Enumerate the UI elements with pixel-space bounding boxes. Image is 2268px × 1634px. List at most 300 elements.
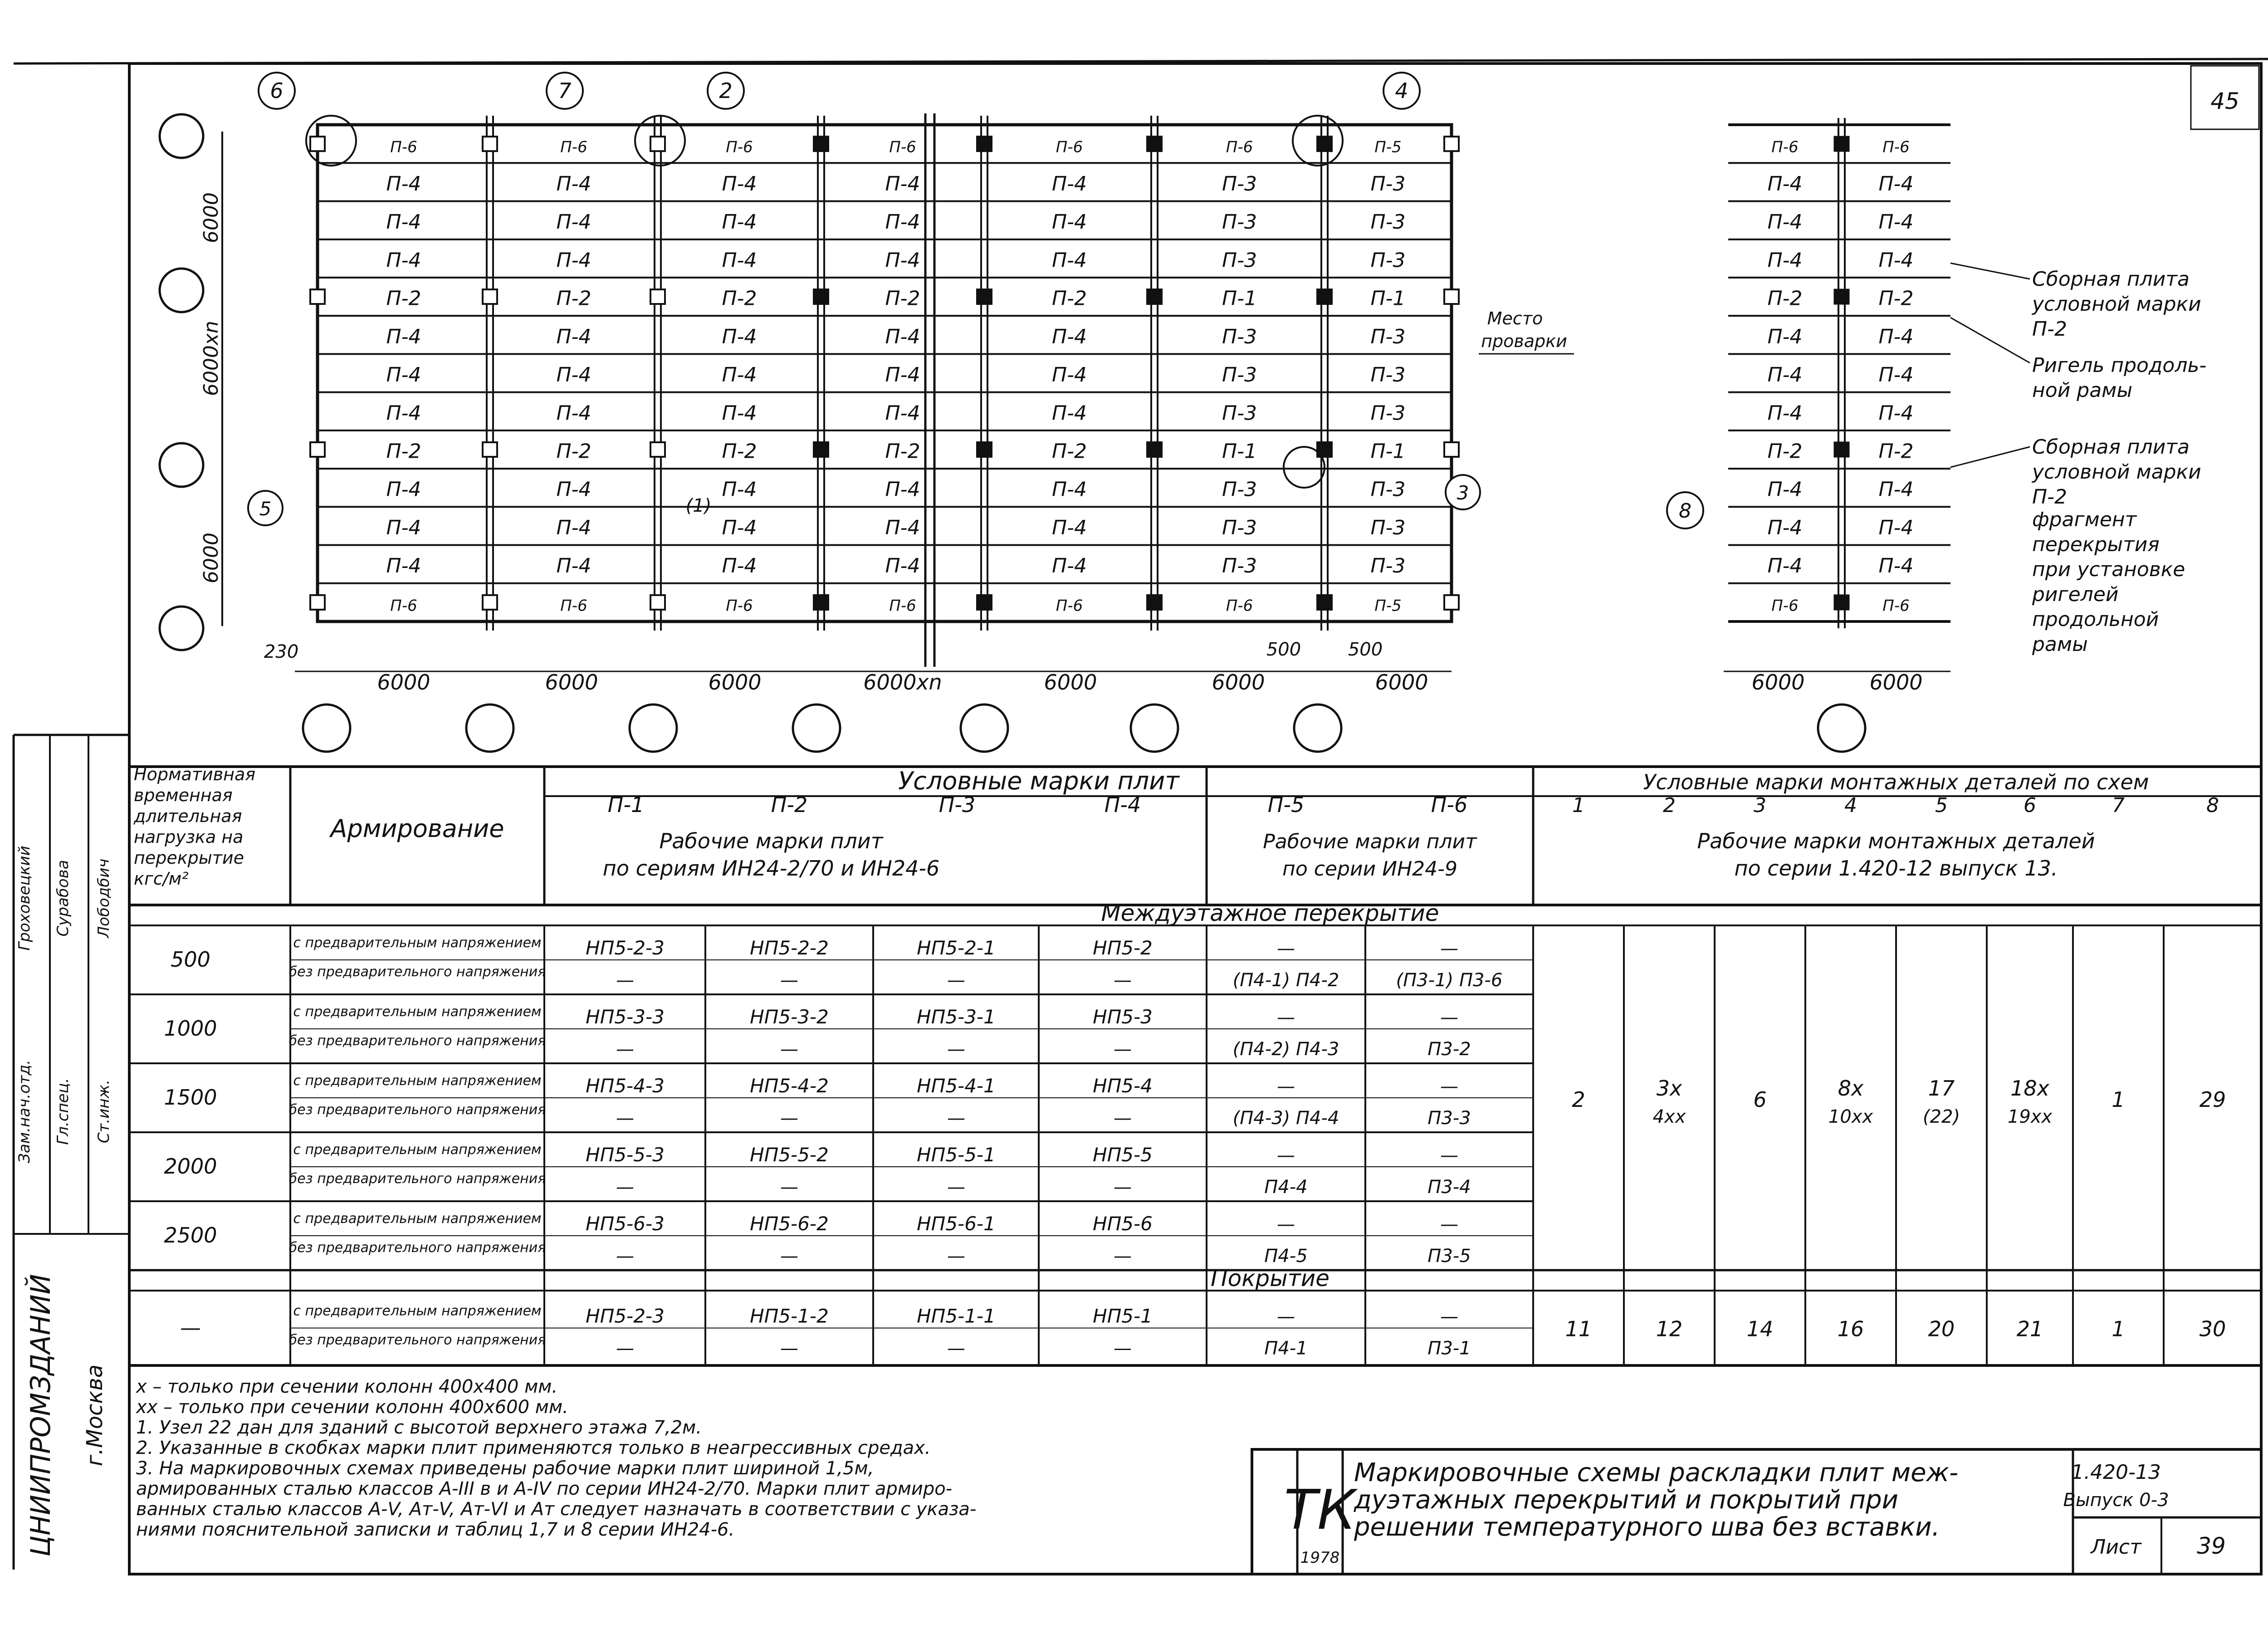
dash: — <box>947 1338 965 1359</box>
dash: — <box>1277 1076 1295 1097</box>
callout-number: 2 <box>719 78 733 103</box>
slab-mark: П-4 <box>1052 325 1087 348</box>
slab-code: П-5 <box>1267 793 1305 817</box>
slab-mark: П-4 <box>556 554 591 578</box>
dash: — <box>616 1246 634 1267</box>
working-mark: НП5-4-1 <box>917 1075 996 1097</box>
bottom-dim: 6000 <box>377 670 430 695</box>
slab-mark: П-3 <box>1222 325 1257 348</box>
note-3-cont-c: ниями пояснительной записки и таблиц 1,7 и 8 серии ИН24-6. <box>136 1519 735 1540</box>
working-mark-p6: (П3-1) П3-6 <box>1396 970 1503 991</box>
label-fragment: рамы <box>2032 633 2088 656</box>
dash: — <box>780 1338 798 1359</box>
dash: — <box>1440 1145 1458 1166</box>
slab-mark: П-6 <box>1056 138 1083 157</box>
frag-slab-mark: П-4 <box>1878 516 1914 539</box>
slab-mark: П-3 <box>1222 172 1257 196</box>
dim-500: 500 <box>1266 639 1301 660</box>
slab-mark: П-4 <box>885 249 920 272</box>
bottom-dim: 6000 <box>1212 670 1265 695</box>
detail-value: 18x <box>2010 1076 2049 1101</box>
dash: — <box>780 1108 798 1129</box>
slab-mark: П-1 <box>1222 440 1257 463</box>
working-mark: НП5-5-1 <box>917 1144 996 1166</box>
note-xx: xx – только при сечении колонн 400x600 мм. <box>136 1397 568 1418</box>
slab-mark: П-4 <box>556 172 591 196</box>
bottom-dim: 6000 <box>1044 670 1097 695</box>
dim-230: 230 <box>264 641 299 662</box>
frag-slab-mark: П-2 <box>1878 440 1914 463</box>
header-slab-marks: Условные марки плит <box>898 767 1179 795</box>
frag-slab-mark: П-4 <box>1767 210 1803 234</box>
frag-slab-mark: П-4 <box>1878 325 1914 348</box>
slab-mark: П-2 <box>556 287 591 310</box>
working-mark: НП5-6-3 <box>586 1213 665 1235</box>
slab-mark: П-3 <box>1222 210 1257 234</box>
slab-mark: П-6 <box>560 597 587 615</box>
slab-mark: П-4 <box>556 325 591 348</box>
left-dim-top: 6000 <box>200 192 223 243</box>
stamp-name: Сурабова <box>54 860 72 937</box>
slab-mark: П-3 <box>1222 401 1257 425</box>
working-mark: НП5-2-2 <box>750 937 829 959</box>
header-working-details: по серии 1.420-12 выпуск 13. <box>1734 856 2058 881</box>
slab-mark: П-4 <box>1052 554 1087 578</box>
slab-mark: П-4 <box>1052 516 1087 539</box>
label-rigel: Ригель продоль- <box>2032 354 2207 377</box>
slab-mark: П-4 <box>885 478 920 501</box>
working-mark: НП5-5-2 <box>750 1144 829 1166</box>
section-floor: Междуэтажное перекрытие <box>1101 900 1439 926</box>
dash: — <box>1277 1007 1295 1028</box>
dash: — <box>1277 1214 1295 1235</box>
series-code: 1.420-13 <box>2071 1461 2161 1484</box>
frag-slab-mark: П-4 <box>1878 172 1914 196</box>
slab-mark: П-4 <box>885 516 920 539</box>
slab-mark: П-4 <box>1052 478 1087 501</box>
dash: — <box>1114 1246 1132 1267</box>
header-load: кгс/м² <box>134 869 189 889</box>
working-mark: НП5-3-2 <box>750 1006 829 1028</box>
slab-mark: П-4 <box>722 363 757 387</box>
dash: — <box>947 1039 965 1060</box>
working-mark-p6: П3-3 <box>1427 1108 1471 1129</box>
load-value: 500 <box>171 947 210 972</box>
bottom-dim: 6000хn <box>863 670 942 695</box>
reinf-type: с предварительным напряжением <box>293 935 542 951</box>
stamp-institute: ЦНИИПРОМЗДАНИЙ <box>25 1274 57 1557</box>
note-x: x – только при сечении колонн 400x400 мм. <box>136 1376 558 1397</box>
frag-slab-mark: П-2 <box>1767 287 1803 310</box>
slab-mark: П-4 <box>556 401 591 425</box>
label-fragment: при установке <box>2032 558 2185 581</box>
header-load: Нормативная <box>134 764 256 784</box>
slab-mark: П-4 <box>1052 172 1087 196</box>
reinf-type: без предварительного напряжения <box>288 1102 546 1118</box>
dash: — <box>1114 1177 1132 1198</box>
label-fragment: фрагмент <box>2032 508 2137 531</box>
dash: — <box>616 1039 634 1060</box>
frag-slab-mark: П-4 <box>1767 401 1803 425</box>
working-mark-p6: П3-4 <box>1427 1177 1471 1198</box>
frag-slab-mark: П-4 <box>1878 401 1914 425</box>
slab-code: П-6 <box>1431 793 1468 817</box>
slab-mark: П-3 <box>1222 554 1257 578</box>
slab-mark: П-6 <box>726 138 753 157</box>
working-mark-p6: П3-5 <box>1427 1246 1471 1267</box>
slab-mark: П-4 <box>885 210 920 234</box>
marker-3: 3 <box>1457 482 1469 504</box>
slab-mark: П-4 <box>386 401 421 425</box>
slab-mark: П-3 <box>1370 249 1406 272</box>
slab-mark: П-4 <box>386 363 421 387</box>
detail-value: 8x <box>1838 1076 1864 1101</box>
working-mark: НП5-4 <box>1093 1075 1153 1097</box>
dash: — <box>616 1338 634 1359</box>
slab-mark: П-6 <box>1226 138 1253 157</box>
marker-5: 5 <box>259 498 272 520</box>
working-mark: НП5-2-3 <box>586 937 665 959</box>
reinf-type: без предварительного напряжения <box>288 1033 546 1049</box>
slab-mark: П-2 <box>386 440 421 463</box>
slab-mark: П-1 <box>1370 440 1406 463</box>
detail-code: 8 <box>2206 794 2219 817</box>
slab-mark: П-4 <box>722 478 757 501</box>
detail-code: 6 <box>2024 794 2036 817</box>
slab-mark: П-4 <box>1052 210 1087 234</box>
frag-slab-mark: П-4 <box>1767 554 1803 578</box>
frag-slab-mark: П-2 <box>1767 440 1803 463</box>
slab-mark: П-6 <box>390 597 417 615</box>
slab-mark: П-3 <box>1222 363 1257 387</box>
dash: — <box>947 1177 965 1198</box>
slab-mark: П-4 <box>556 249 591 272</box>
header-details: Условные марки монтажных деталей по схем <box>1643 770 2149 794</box>
working-mark: НП5-4-2 <box>750 1075 829 1097</box>
reinf-type: с предварительным напряжением <box>293 1303 542 1319</box>
callout-number: 7 <box>558 78 572 103</box>
frag-dim: 6000 <box>1751 670 1805 695</box>
note-1: 1. Узел 22 дан для зданий с высотой верхнего этажа 7,2м. <box>136 1417 702 1438</box>
detail-code: 5 <box>1935 794 1948 817</box>
slab-mark: П-4 <box>556 516 591 539</box>
detail-value: (22) <box>1922 1106 1960 1127</box>
slab-mark: П-3 <box>1370 554 1406 578</box>
slab-mark: П-4 <box>722 325 757 348</box>
frag-slab-mark: П-2 <box>1878 287 1914 310</box>
dash: — <box>616 970 634 991</box>
sheet-label: Лист <box>2091 1536 2141 1559</box>
slab-mark: П-2 <box>722 440 757 463</box>
working-mark: НП5-3 <box>1093 1006 1153 1028</box>
load-value: 1500 <box>164 1085 217 1110</box>
slab-mark: П-2 <box>885 287 920 310</box>
stamp-role: Зам.нач.отд. <box>15 1060 34 1163</box>
reinf-type: с предварительным напряжением <box>293 1073 542 1089</box>
note-2: 2. Указанные в скобках марки плит применяются только в неагрессивных средах. <box>136 1438 931 1458</box>
slab-code: П-2 <box>771 793 808 817</box>
logo-year: 1978 <box>1300 1549 1340 1567</box>
slab-mark: П-1 <box>1370 287 1406 310</box>
header-load: временная <box>134 785 233 805</box>
slab-mark: П-6 <box>560 138 587 157</box>
stamp-name: Гроховецкий <box>15 846 34 951</box>
callout-number: 4 <box>1395 78 1408 103</box>
detail-value: 11 <box>1565 1316 1592 1341</box>
dash: — <box>1114 1338 1132 1359</box>
load-value: 2000 <box>164 1154 217 1179</box>
slab-mark: П-3 <box>1370 210 1406 234</box>
slab-mark: П-4 <box>722 516 757 539</box>
detail-value: 19xx <box>2007 1106 2053 1127</box>
header-load: длительная <box>134 806 242 826</box>
detail-value: 30 <box>2199 1316 2226 1341</box>
dash: — <box>616 1108 634 1129</box>
label-prefab-slab: условной марки <box>2032 460 2201 484</box>
dash: — <box>1277 938 1295 959</box>
detail-value: 29 <box>2199 1087 2226 1112</box>
reinf-type: без предварительного напряжения <box>288 1332 546 1348</box>
dash: — <box>1440 1007 1458 1028</box>
slab-mark: П-4 <box>386 325 421 348</box>
slab-mark: П-4 <box>885 172 920 196</box>
frag-slab-mark: П-4 <box>1878 210 1914 234</box>
frag-slab-mark: П-4 <box>1767 363 1803 387</box>
slab-mark: П-4 <box>722 172 757 196</box>
working-mark: НП5-2 <box>1093 937 1153 959</box>
bottom-dim: 6000 <box>1375 670 1428 695</box>
dash: — <box>947 1246 965 1267</box>
dash: — <box>1114 1039 1132 1060</box>
label-prefab-slab: П-2 <box>2032 318 2067 341</box>
working-mark: НП5-1-1 <box>917 1305 996 1327</box>
slab-mark: П-4 <box>386 478 421 501</box>
note-3-cont-a: армированных сталью классов А-III в и А-IV по серии ИН24-2/70. Марки плит армиро- <box>136 1478 953 1499</box>
dash: — <box>947 1108 965 1129</box>
working-mark-p5: (П4-1) П4-2 <box>1232 970 1339 991</box>
reinf-type: без предварительного напряжения <box>288 964 546 980</box>
header-working-b: Рабочие марки плит <box>1263 830 1477 853</box>
detail-code: 2 <box>1663 794 1676 817</box>
frag-slab-mark: П-6 <box>1882 597 1910 615</box>
stamp-role: Гл.спец. <box>54 1078 72 1145</box>
working-mark: НП5-1 <box>1093 1305 1153 1327</box>
reinf-type: без предварительного напряжения <box>288 1171 546 1187</box>
left-dim-mid: 6000хn <box>200 321 223 396</box>
slab-mark: П-3 <box>1222 516 1257 539</box>
slab-mark: П-4 <box>885 401 920 425</box>
slab-mark: П-4 <box>885 554 920 578</box>
frag-slab-mark: П-4 <box>1767 325 1803 348</box>
slab-mark: П-4 <box>722 554 757 578</box>
marker-8: 8 <box>1679 499 1691 523</box>
frag-slab-mark: П-4 <box>1878 249 1914 272</box>
slab-mark: П-6 <box>1056 597 1083 615</box>
slab-code: П-3 <box>938 793 976 817</box>
slab-mark: П-4 <box>1052 401 1087 425</box>
note-3: 3. На маркировочных схемах приведены рабочие марки плит шириной 1,5м, <box>136 1458 874 1479</box>
slab-mark: П-6 <box>889 597 916 615</box>
detail-value: 14 <box>1746 1316 1774 1341</box>
working-mark-p6: П3-2 <box>1427 1039 1471 1060</box>
slab-mark: П-6 <box>726 597 753 615</box>
label-prefab-slab: условной марки <box>2032 293 2201 316</box>
detail-value: 1 <box>2112 1316 2125 1341</box>
slab-mark: П-2 <box>556 440 591 463</box>
sheet-title: решении температурного шва без вставки. <box>1354 1512 1940 1542</box>
reinf-type: с предварительным напряжением <box>293 1142 542 1158</box>
dash: — <box>947 970 965 991</box>
bottom-dim: 6000 <box>545 670 598 695</box>
stamp-name: Лободбич <box>95 858 113 938</box>
dash: — <box>1440 1306 1458 1327</box>
slab-code: П-4 <box>1104 793 1141 817</box>
detail-value: 2 <box>1572 1087 1585 1112</box>
slab-mark: П-4 <box>885 363 920 387</box>
slab-mark: П-4 <box>1052 249 1087 272</box>
detail-code: 1 <box>1572 794 1585 817</box>
section-roof: Покрытие <box>1211 1265 1330 1292</box>
label-fragment: продольной <box>2032 608 2159 631</box>
logo-mark: ТК <box>1284 1479 1356 1542</box>
slab-mark: П-3 <box>1222 249 1257 272</box>
header-working-a: Рабочие марки плит <box>659 829 883 853</box>
header-working-details: Рабочие марки монтажных деталей <box>1697 829 2095 853</box>
dash: — <box>1440 1076 1458 1097</box>
frag-slab-mark: П-6 <box>1771 597 1799 615</box>
slab-mark: П-3 <box>1370 172 1406 196</box>
slab-mark: П-1 <box>1222 287 1257 310</box>
header-reinforcement: Армирование <box>330 814 504 843</box>
slab-mark: П-4 <box>556 363 591 387</box>
detail-value: 10xx <box>1828 1106 1873 1127</box>
slab-mark: П-3 <box>1370 325 1406 348</box>
label-rigel: ной рамы <box>2032 379 2133 402</box>
slab-mark: П-3 <box>1370 363 1406 387</box>
frag-slab-mark: П-4 <box>1767 478 1803 501</box>
frag-slab-mark: П-4 <box>1767 516 1803 539</box>
slab-mark: П-3 <box>1370 478 1406 501</box>
reinf-type: без предварительного напряжения <box>288 1240 546 1256</box>
dash: — <box>1277 1145 1295 1166</box>
frag-slab-mark: П-4 <box>1878 363 1914 387</box>
detail-value: 17 <box>1928 1076 1955 1101</box>
slab-mark: П-5 <box>1374 138 1402 157</box>
dash: — <box>1277 1306 1295 1327</box>
load-value: — <box>180 1315 201 1340</box>
slab-mark: П-4 <box>722 210 757 234</box>
slab-mark: П-4 <box>885 325 920 348</box>
frag-slab-mark: П-4 <box>1767 249 1803 272</box>
dash: — <box>1114 1108 1132 1129</box>
detail-value: 16 <box>1837 1316 1864 1341</box>
slab-mark: П-4 <box>556 478 591 501</box>
slab-mark: П-4 <box>386 554 421 578</box>
load-value: 2500 <box>164 1223 217 1248</box>
stamp-city: г.Москва <box>82 1364 108 1467</box>
working-mark-p5: П4-4 <box>1264 1177 1308 1198</box>
working-mark-p6: П3-1 <box>1427 1338 1471 1359</box>
working-mark: НП5-6-2 <box>750 1213 829 1235</box>
slab-code: П-1 <box>607 793 645 817</box>
slab-mark: П-3 <box>1370 401 1406 425</box>
working-mark: НП5-6 <box>1093 1213 1153 1235</box>
slab-mark: П-4 <box>386 249 421 272</box>
slab-mark: П-6 <box>889 138 916 157</box>
sheet-number: 39 <box>2197 1533 2226 1559</box>
slab-mark: П-5 <box>1374 597 1402 615</box>
working-mark-p5: П4-1 <box>1264 1338 1308 1359</box>
slab-mark: П-6 <box>390 138 417 157</box>
working-mark: НП5-3-1 <box>917 1006 996 1028</box>
dash: — <box>780 1246 798 1267</box>
header-load: нагрузка на <box>134 827 244 847</box>
note-3-cont-b: ванных сталью классов А-V, Ат-V, Ат-VI и Ат следует назначать в соответствии с указа- <box>136 1499 977 1520</box>
weld-label: Место <box>1487 308 1543 328</box>
frag-slab-mark: П-4 <box>1767 172 1803 196</box>
reinf-type: с предварительным напряжением <box>293 1211 542 1227</box>
slab-mark: П-2 <box>722 287 757 310</box>
label-fragment: перекрытия <box>2032 533 2160 556</box>
slab-mark: П-3 <box>1370 516 1406 539</box>
working-mark-p5: (П4-2) П4-3 <box>1232 1039 1339 1060</box>
slab-mark: П-6 <box>1226 597 1253 615</box>
sheet-title: дуэтажных перекрытий и покрытий при <box>1354 1485 1899 1515</box>
slab-mark: П-2 <box>1052 287 1087 310</box>
dash: — <box>780 970 798 991</box>
working-mark: НП5-3-3 <box>586 1006 665 1028</box>
detail-code: 4 <box>1844 794 1857 817</box>
detail-value: 1 <box>2112 1087 2125 1112</box>
frag-slab-mark: П-4 <box>1878 554 1914 578</box>
header-working-b: по серии ИН24-9 <box>1282 857 1457 881</box>
weld-label: проварки <box>1481 331 1567 351</box>
slab-mark: П-3 <box>1222 478 1257 501</box>
corner-sheet-number: 45 <box>2210 88 2239 114</box>
stamp-role: Ст.инж. <box>95 1079 113 1144</box>
label-prefab-slab: Сборная плита <box>2032 268 2190 291</box>
dash: — <box>780 1177 798 1198</box>
slab-mark: П-2 <box>386 287 421 310</box>
detail-value: 6 <box>1753 1087 1767 1112</box>
sheet-title: Маркировочные схемы раскладки плит меж- <box>1354 1458 1959 1487</box>
callout-number: 6 <box>270 78 284 103</box>
working-mark-p5: (П4-3) П4-4 <box>1232 1108 1339 1129</box>
working-mark: НП5-4-3 <box>586 1075 665 1097</box>
working-mark: НП5-6-1 <box>917 1213 996 1235</box>
frag-slab-mark: П-4 <box>1878 478 1914 501</box>
frag-slab-mark: П-6 <box>1882 138 1910 157</box>
detail-value: 20 <box>1928 1316 1955 1341</box>
dim-500: 500 <box>1348 639 1383 660</box>
slab-mark: П-4 <box>722 249 757 272</box>
working-mark-p5: П4-5 <box>1264 1246 1308 1267</box>
slab-mark: П-4 <box>556 210 591 234</box>
load-value: 1000 <box>164 1016 217 1041</box>
dash: — <box>1440 938 1458 959</box>
frag-dim: 6000 <box>1869 670 1923 695</box>
working-mark: НП5-2-1 <box>917 937 996 959</box>
detail-value: 12 <box>1656 1316 1683 1341</box>
issue-code: Выпуск 0-3 <box>2063 1490 2169 1511</box>
frag-slab-mark: П-6 <box>1771 138 1799 157</box>
detail-code: 7 <box>2112 794 2125 817</box>
label-prefab-slab: Сборная плита <box>2032 435 2190 459</box>
header-load: перекрытие <box>134 848 244 868</box>
label-prefab-slab: П-2 <box>2032 485 2067 509</box>
slab-mark: П-4 <box>386 172 421 196</box>
slab-mark: П-4 <box>386 516 421 539</box>
